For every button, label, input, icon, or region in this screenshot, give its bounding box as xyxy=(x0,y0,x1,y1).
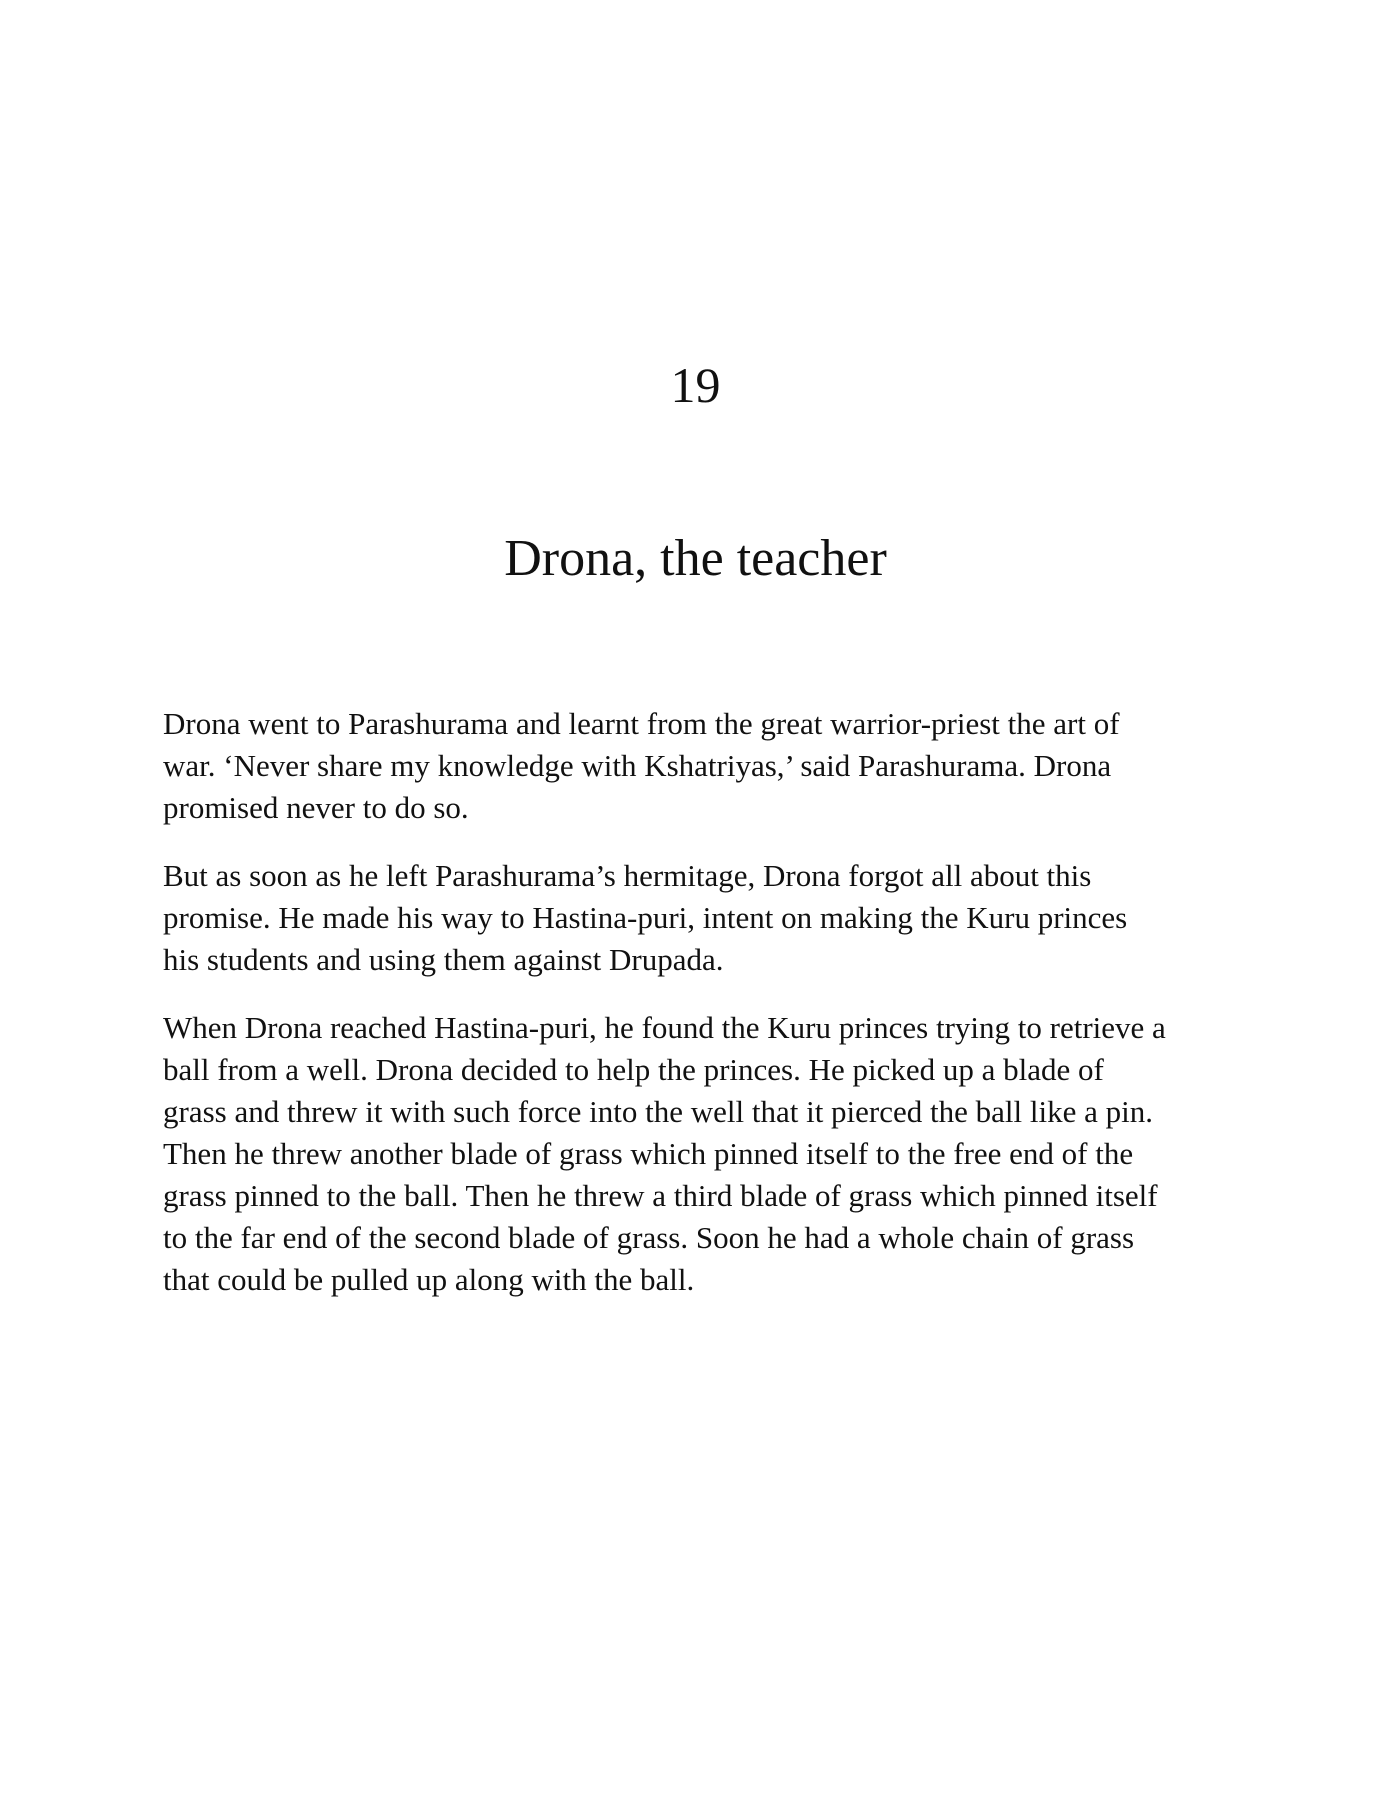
paragraph xyxy=(163,1007,1263,1301)
text-line: war. ‘Never share my knowledge with Kshatriyas,’ said Parashurama. Drona xyxy=(163,748,1112,783)
text-line: When Drona reached Hastina-puri, he found the Kuru princes trying to retrieve a xyxy=(163,1010,1166,1045)
text-line: his students and using them against Drupada. xyxy=(163,942,724,977)
text-line: grass and threw it with such force into the well that it pierced the ball like a pin. xyxy=(163,1094,1153,1129)
text-line: Then he threw another blade of grass which pinned itself to the free end of the xyxy=(163,1136,1134,1171)
text-line: that could be pulled up along with the ball. xyxy=(163,1262,695,1297)
chapter-title: Drona, the teacher xyxy=(504,530,887,587)
text-line: to the far end of the second blade of grass. Soon he had a whole chain of grass xyxy=(163,1220,1135,1255)
paragraph xyxy=(163,855,1263,981)
text-line: promised never to do so. xyxy=(163,790,469,825)
text-line: Drona went to Parashurama and learnt from the great warrior-priest the art of xyxy=(163,706,1120,741)
chapter-body xyxy=(163,703,1263,1327)
text-line: But as soon as he left Parashurama’s hermitage, Drona forgot all about this xyxy=(163,858,1092,893)
text-line: promise. He made his way to Hastina-puri, intent on making the Kuru princes xyxy=(163,900,1128,935)
chapter-number: 19 xyxy=(670,357,721,413)
paragraph xyxy=(163,703,1263,829)
text-line: grass pinned to the ball. Then he threw a third blade of grass which pinned itself xyxy=(163,1178,1158,1213)
text-line: ball from a well. Drona decided to help the princes. He picked up a blade of xyxy=(163,1052,1104,1087)
